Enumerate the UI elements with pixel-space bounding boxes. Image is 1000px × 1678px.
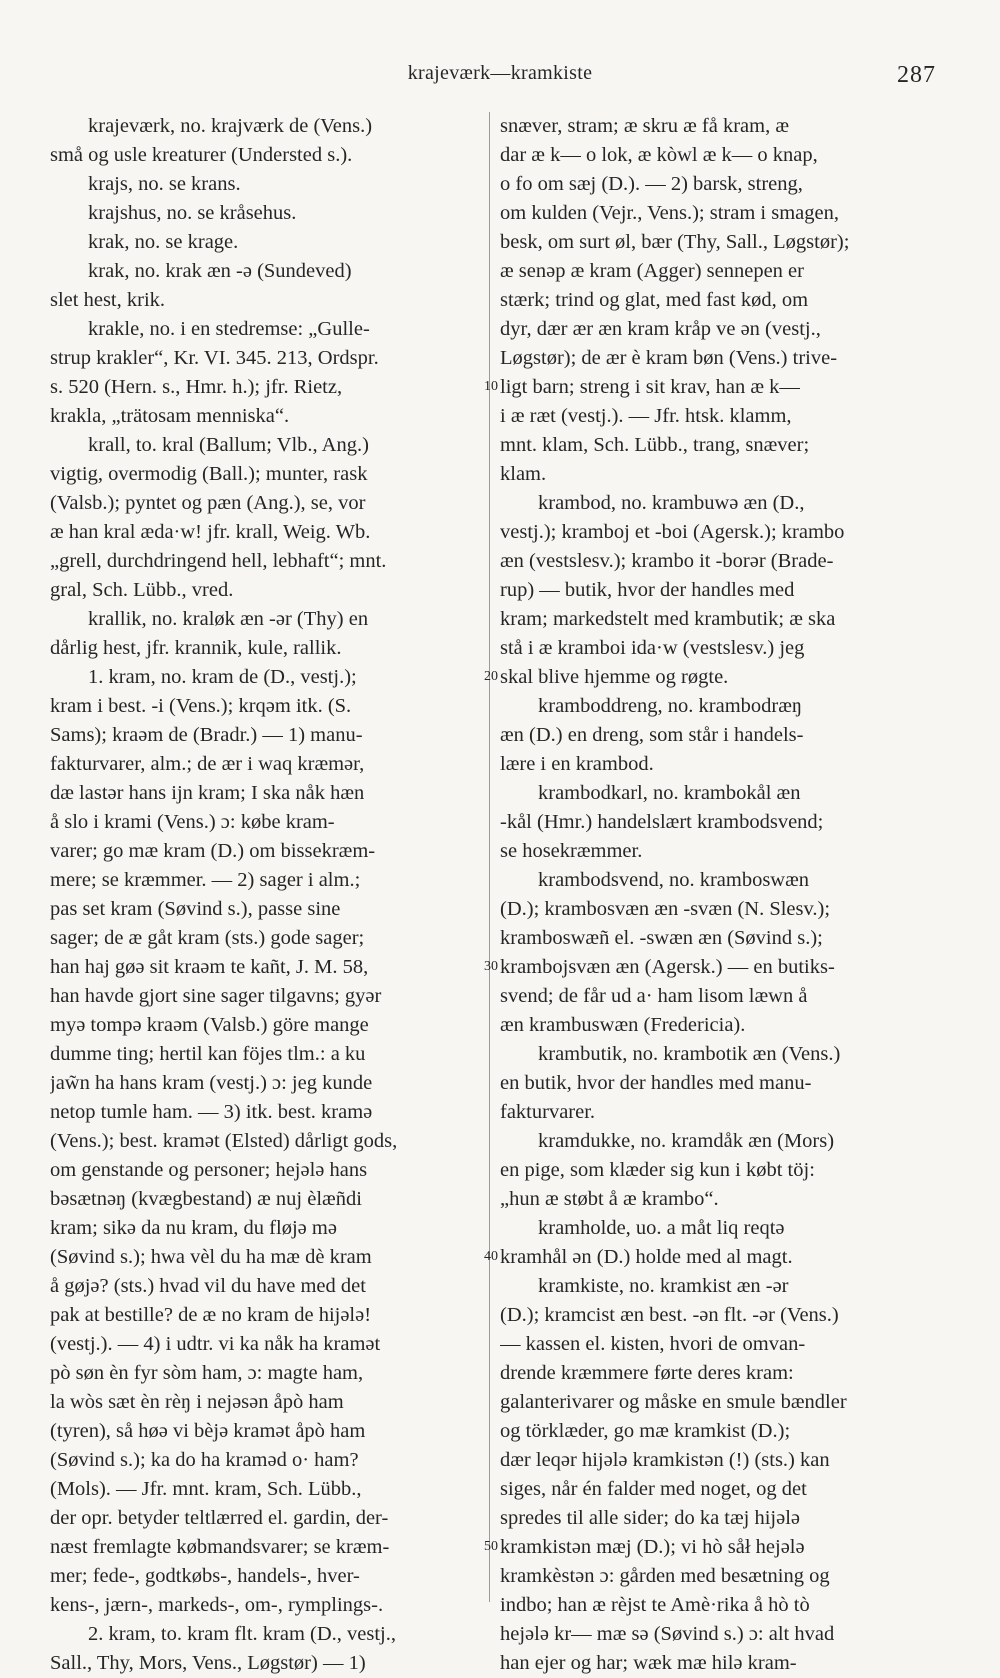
text-line: (Søvind s.); hwa vèl du ha mæ dè kram xyxy=(50,1246,372,1268)
text-line: „hun æ støbt å æ krambo“. xyxy=(500,1188,719,1210)
text-line: Løgstør); de ær è kram bøn (Vens.) trive- xyxy=(500,347,838,369)
text-line: s. 520 (Hern. s., Hmr. h.); jfr. Rietz, xyxy=(50,376,343,398)
text-line: kramkiste, no. kramkist æn -ər xyxy=(538,1275,789,1297)
text-line: slet hest, krik. xyxy=(50,289,166,311)
text-line: kramboddreng, no. krambodræŋ xyxy=(538,695,803,717)
text-line: mere; se kræmmer. — 2) sager i alm.; xyxy=(50,869,361,891)
text-line: en pige, som klæder sig kun i købt töj: xyxy=(500,1159,815,1181)
text-line: om kulden (Vejr., Vens.); stram i smagen, xyxy=(500,202,839,224)
text-line: krall, to. kral (Ballum; Vlb., Ang.) xyxy=(88,434,369,456)
text-line: æn (vestslesv.); krambo it -borər (Brade- xyxy=(500,550,834,572)
text-line: krambojsvæn æn (Agersk.) — en butiks- xyxy=(500,956,835,978)
text-line: jaw̃n ha hans kram (vestj.) ɔ: jeg kunde xyxy=(50,1072,373,1094)
text-line: æ han kral æda·w! jfr. krall, Weig. Wb. xyxy=(50,521,371,543)
text-line: han havde gjort sine sager tilgavns; gyər xyxy=(50,985,382,1007)
line-number-marker: 50 xyxy=(484,1539,498,1554)
text-line: i æ ræt (vestj.). — Jfr. htsk. klamm, xyxy=(500,405,792,427)
text-line: galanterivarer og måske en smule bændler xyxy=(500,1391,847,1413)
text-line: „grell, durchdringend hell, lebhaft“; mnt. xyxy=(50,550,387,572)
text-line: dæ lastər hans ijn kram; I ska nåk hæn xyxy=(50,782,365,804)
text-line: snæver, stram; æ skru æ få kram, æ xyxy=(500,115,789,137)
text-line: ligt barn; streng i sit krav, han æ k— xyxy=(500,376,800,398)
text-line: se hosekræmmer. xyxy=(500,840,643,862)
text-line: krak, no. krak æn -ə (Sundeved) xyxy=(88,260,352,282)
text-line: (D.); kramcist æn best. -ən flt. -ər (Vens.) xyxy=(500,1304,839,1326)
text-line: æ senəp æ kram (Agger) sennepen er xyxy=(500,260,804,282)
text-line: kramkistən mæj (D.); vi hò såł hejələ xyxy=(500,1536,805,1558)
text-line: æn krambuswæn (Fredericia). xyxy=(500,1014,746,1036)
text-line: kram; sikə da nu kram, du fløjə mə xyxy=(50,1217,337,1239)
text-line: pak at bestille? de æ no kram de hijələ! xyxy=(50,1304,372,1326)
text-line: vestj.); kramboj et -boi (Agersk.); krambo xyxy=(500,521,845,543)
text-line: mnt. klam, Sch. Lübb., trang, snæver; xyxy=(500,434,810,456)
text-line: (Vens.); best. kramət (Elsted) dårligt gods, xyxy=(50,1130,398,1152)
text-line: krakle, no. i en stedremse: „Gulle- xyxy=(88,318,370,340)
text-line: dumme ting; hertil kan föjes tlm.: a ku xyxy=(50,1043,366,1065)
text-line: netop tumle ham. — 3) itk. best. kramə xyxy=(50,1101,373,1123)
text-line: æn (D.) en dreng, som står i handels- xyxy=(500,724,804,746)
text-line: sager; de æ gåt kram (sts.) gode sager; xyxy=(50,927,365,949)
text-line: kram i best. -i (Vens.); krqəm itk. (S. xyxy=(50,695,352,717)
text-line: — kassen el. kisten, hvori de omvan- xyxy=(500,1333,806,1355)
line-number-marker: 30 xyxy=(484,959,498,974)
text-line: fakturvarer, alm.; de ær i waq kræmər, xyxy=(50,753,365,775)
text-line: 1. kram, no. kram de (D., vestj.); xyxy=(88,666,357,688)
text-line: hejələ kr— mæ sə (Søvind s.) ɔ: alt hvad xyxy=(500,1623,835,1645)
text-line: (D.); krambosvæn æn -svæn (N. Slesv.); xyxy=(500,898,831,920)
text-line: krajeværk, no. krajværk de (Vens.) xyxy=(88,115,373,137)
line-number-marker: 20 xyxy=(484,669,498,684)
line-number-marker: 40 xyxy=(484,1249,498,1264)
text-line: (Mols). — Jfr. mnt. kram, Sch. Lübb., xyxy=(50,1478,362,1500)
column-divider xyxy=(489,112,490,1602)
text-line: vigtig, overmodig (Ball.); munter, rask xyxy=(50,463,368,485)
text-line: kram; markedstelt med krambutik; æ ska xyxy=(500,608,836,630)
text-line: krambodkarl, no. krambokål æn xyxy=(538,782,801,804)
text-line: (vestj.). — 4) i udtr. vi ka nåk ha kramət xyxy=(50,1333,381,1355)
text-line: svend; de får ud a· ham lisom læwn å xyxy=(500,985,808,1007)
text-line: myə tompə kraəm (Valsb.) göre mange xyxy=(50,1014,369,1036)
text-line: krak, no. se krage. xyxy=(88,231,239,253)
text-line: kramkèstən ɔ: gården med besætning og xyxy=(500,1565,830,1587)
text-line: stærk; trind og glat, med fast kød, om xyxy=(500,289,809,311)
text-line: fakturvarer. xyxy=(500,1101,596,1123)
text-line: Sams); kraəm de (Bradr.) — 1) manu- xyxy=(50,724,363,746)
text-line: små og usle kreaturer (Understed s.). xyxy=(50,144,353,166)
text-line: krallik, no. kraløk æn -ər (Thy) en xyxy=(88,608,369,630)
text-line: å gøjə? (sts.) hvad vil du have med det xyxy=(50,1275,366,1297)
text-line: (tyren), så høə vi bèjə kramət åpò ham xyxy=(50,1420,366,1442)
text-line: varer; go mæ kram (D.) om bissekræm- xyxy=(50,840,376,862)
page-number: 287 xyxy=(897,62,936,88)
running-head: krajeværk—kramkiste xyxy=(407,62,593,84)
text-line: kramboswæñ el. -swæn æn (Søvind s.); xyxy=(500,927,823,949)
text-line: (Valsb.); pyntet og pæn (Ang.), se, vor xyxy=(50,492,366,514)
text-line: der opr. betyder teltlærred el. gardin, der- xyxy=(50,1507,389,1529)
text-line: la wòs sæt èn rèŋ i nejəsən åpò ham xyxy=(50,1391,344,1413)
text-line: Sall., Thy, Mors, Vens., Løgstør) — 1) xyxy=(50,1652,366,1674)
text-line: næst fremlagte købmandsvarer; se kræm- xyxy=(50,1536,390,1558)
text-line: mer; fede-, godtkøbs-, handels-, hver- xyxy=(50,1565,360,1587)
text-line: besk, om surt øl, bær (Thy, Sall., Løgstør); xyxy=(500,231,850,253)
text-line: kramholde, uo. a måt liq reqtə xyxy=(538,1217,785,1239)
text-line: om genstande og personer; hejələ hans xyxy=(50,1159,368,1181)
text-line: kramhål ən (D.) holde med al magt. xyxy=(500,1246,793,1268)
text-line: og törklæder, go mæ kramkist (D.); xyxy=(500,1420,791,1442)
text-line: krambod, no. krambuwə æn (D., xyxy=(538,492,805,514)
text-line: krambutik, no. krambotik æn (Vens.) xyxy=(538,1043,841,1065)
text-line: siges, når én falder med noget, og det xyxy=(500,1478,807,1500)
text-line: han haj gøə sit kraəm te kañt, J. M. 58, xyxy=(50,956,369,978)
text-line: lære i en krambod. xyxy=(500,753,654,775)
text-line: krambodsvend, no. kramboswæn xyxy=(538,869,810,891)
text-line: dar æ k— o lok, æ kòwl æ k— o knap, xyxy=(500,144,818,166)
text-line: skal blive hjemme og røgte. xyxy=(500,666,729,688)
text-line: stå i æ kramboi ida·w (vestslesv.) jeg xyxy=(500,637,805,659)
text-line: pas set kram (Søvind s.), passe sine xyxy=(50,898,341,920)
text-line: dårlig hest, jfr. krannik, kule, rallik. xyxy=(50,637,342,659)
text-line: krajs, no. se krans. xyxy=(88,173,241,195)
text-line: drende kræmmere førte deres kram: xyxy=(500,1362,794,1384)
text-line: bəsætnəŋ (kvægbestand) æ nuj èlæñdi xyxy=(50,1188,362,1210)
text-line: krajshus, no. se kråsehus. xyxy=(88,202,297,224)
text-line: spredes til alle sider; do ka tæj hijələ xyxy=(500,1507,801,1529)
line-number-marker: 10 xyxy=(484,379,498,394)
text-line: en butik, hvor der handles med manu- xyxy=(500,1072,812,1094)
text-line: dær leqər hijələ kramkistən (!) (sts.) kan xyxy=(500,1449,830,1471)
text-line: gral, Sch. Lübb., vred. xyxy=(50,579,234,601)
text-line: -kål (Hmr.) handelslært krambodsvend; xyxy=(500,811,824,833)
text-line: rup) — butik, hvor der handles med xyxy=(500,579,795,601)
right-column xyxy=(500,112,940,1678)
text-line: å slo i krami (Vens.) ɔ: købe kram- xyxy=(50,811,335,833)
text-line: kramdukke, no. kramdåk æn (Mors) xyxy=(538,1130,835,1152)
text-line: o fo om sæj (D.). — 2) barsk, streng, xyxy=(500,173,803,195)
text-line: dyr, dær ær æn kram kråp ve ən (vestj., xyxy=(500,318,821,340)
text-line: krakla, „trätosam menniska“. xyxy=(50,405,290,427)
text-line: (Søvind s.); ka do ha kraməd o· ham? xyxy=(50,1449,359,1471)
text-line: 2. kram, to. kram flt. kram (D., vestj., xyxy=(88,1623,397,1645)
text-line: klam. xyxy=(500,463,547,485)
text-line: kens-, jærn-, markeds-, om-, rymplings-. xyxy=(50,1594,384,1616)
text-line: indbo; han æ rèjst te Amè·rika å hò tò xyxy=(500,1594,810,1616)
text-line: han ejer og har; wæk mæ hilə kram- xyxy=(500,1652,797,1674)
text-line: pò søn èn fyr sòm ham, ɔ: magte ham, xyxy=(50,1362,364,1384)
left-column xyxy=(50,112,480,1678)
text-line: strup krakler“, Kr. VI. 345. 213, Ordspr. xyxy=(50,347,379,369)
